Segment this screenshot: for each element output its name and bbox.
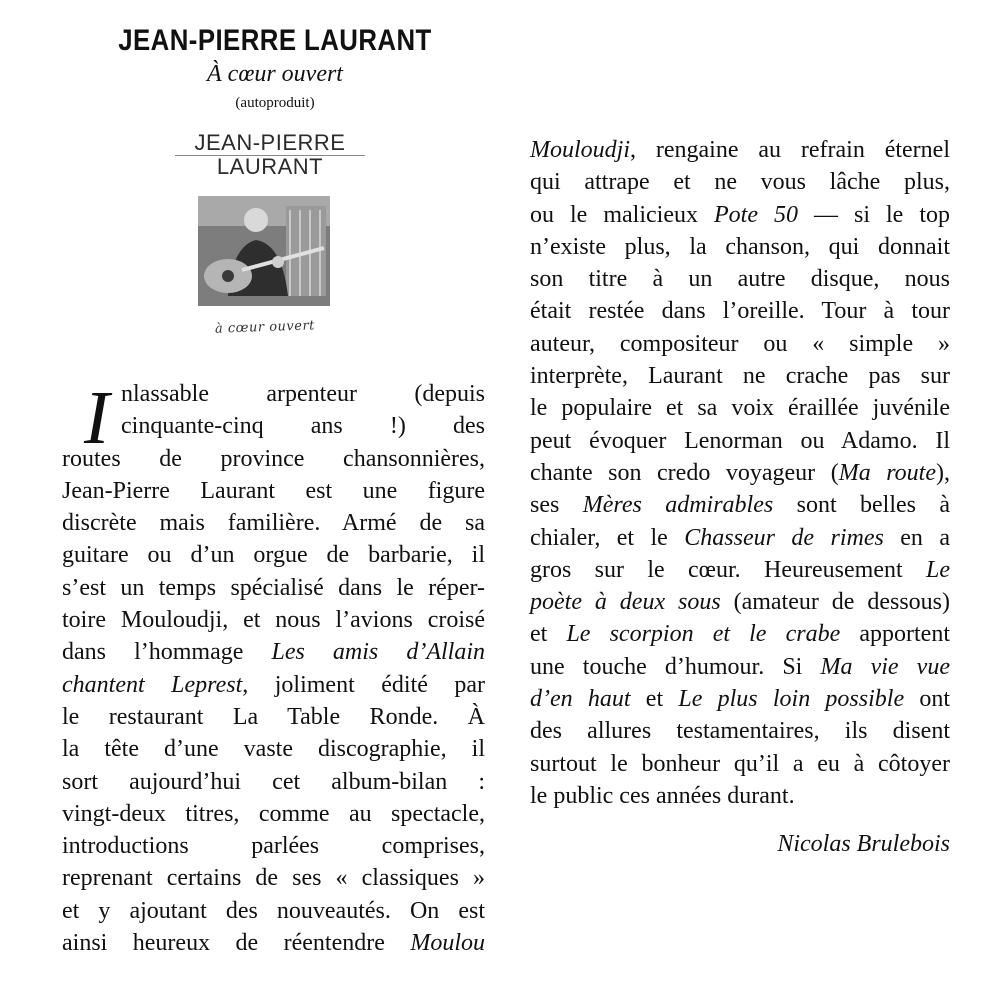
text-line: d’en haut et Le plus loin possible ont — [530, 686, 951, 713]
text-line: et y ajoutant des nouveautés. On est — [62, 897, 485, 924]
label-note: (autoproduit) — [235, 95, 315, 111]
text-line: était restée dans l’oreille. Tour à tour — [530, 298, 950, 325]
text-line: cinquante-cinq ans !) des — [121, 413, 485, 440]
text-line: discrète mais familière. Armé de sa — [62, 510, 485, 537]
text-line: chante son credo voyageur (Ma route), — [530, 459, 950, 486]
text-line: introductions parlées comprises, — [62, 833, 485, 860]
drop-cap: I — [84, 376, 110, 460]
text-line: le public ces années durant. — [530, 782, 795, 809]
text-line: une touche d’humour. Si Ma vie vue — [530, 653, 950, 680]
text-line: auteur, compositeur ou « simple » — [530, 330, 950, 357]
text-line: peut évoquer Lenorman ou Adamo. Il — [530, 427, 950, 454]
guitarist-photo-icon — [198, 196, 330, 306]
text-line: sort aujourd’hui cet album-bilan : — [62, 768, 485, 795]
text-line: dans l’hommage Les amis d’Allain — [62, 639, 485, 666]
cover-name-line2: LAURANT — [216, 154, 324, 179]
text-line: routes de province chansonnières, — [62, 445, 485, 472]
review-header — [60, 22, 490, 114]
text-line: Mouloudji, rengaine au refrain éternel — [530, 137, 950, 163]
text-line: ou le malicieux Pote 50 — si le top — [530, 201, 951, 228]
cover-script-title: à cœur ouvert — [214, 318, 316, 337]
text-line: ses Mères admirables sont belles à — [530, 492, 951, 519]
text-line: qui attrape et ne vous lâche plus, — [530, 169, 950, 196]
text-line: chialer, et le Chasseur de rimes en a — [530, 524, 951, 551]
text-line: poète à deux sous (amateur de dessous) — [530, 589, 950, 616]
artist-name: JEAN-PIERRE LAURANT — [118, 24, 432, 57]
article-column-left — [62, 378, 485, 959]
text-line: ainsi heureux de réentendre Moulou — [62, 930, 485, 957]
text-line: nlassable arpenteur (depuis — [121, 381, 485, 407]
text-line: s’est un temps spécialisé dans le réper- — [62, 574, 485, 601]
text-line: surtout le bonheur qu’il a eu à côtoyer — [530, 750, 950, 777]
text-line: son titre à un autre disque, nous — [530, 266, 950, 293]
text-line: reprenant certains de ses « classiques » — [62, 865, 485, 892]
text-line: le restaurant La Table Ronde. À — [62, 703, 485, 730]
text-line: le populaire et sa voix éraillée juvénile — [530, 395, 950, 422]
text-line: n’existe plus, la chanson, qui donnait — [530, 233, 950, 260]
text-line: la tête d’une vaste discographie, il — [62, 736, 485, 763]
text-line: gros sur le cœur. Heureusement Le — [530, 556, 951, 583]
text-line: vingt-deux titres, comme au spectacle, — [62, 800, 485, 827]
article-column-right — [530, 134, 950, 812]
text-line: guitare ou d’un orgue de barbarie, il — [62, 542, 485, 569]
text-line: chantent Leprest, joliment édité par — [62, 671, 486, 698]
text-line: Jean-Pierre Laurant est une figure — [62, 477, 485, 504]
cover-photo — [198, 196, 330, 306]
cover-name-line1: JEAN-PIERRE — [194, 130, 346, 155]
author-signature: Nicolas Brulebois — [777, 831, 950, 857]
text-line: toire Mouloudji, et nous l’avions croisé — [62, 607, 485, 634]
album-title: À cœur ouvert — [207, 61, 343, 87]
text-line: des allures testamentaires, ils disent — [530, 718, 950, 745]
album-cover — [170, 132, 370, 360]
text-line: interprète, Laurant ne crache pas sur — [530, 363, 950, 390]
text-line: et Le scorpion et le crabe apportent — [530, 621, 950, 648]
